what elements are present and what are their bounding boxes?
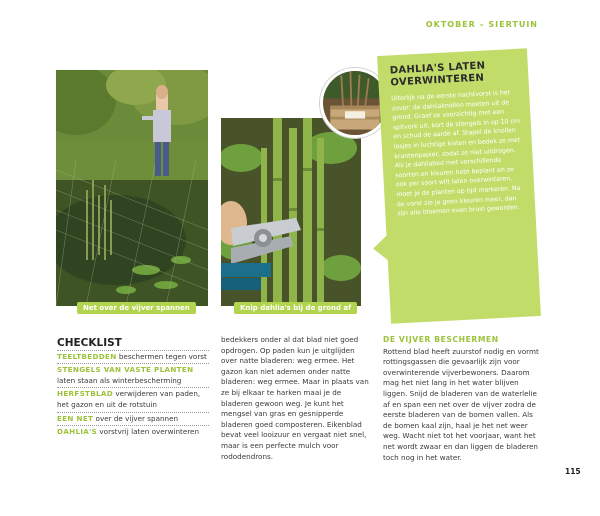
checklist-item bbox=[57, 387, 209, 411]
checklist-term: DAHLIA'S bbox=[57, 427, 98, 437]
callout-tail bbox=[372, 234, 389, 263]
checklist-text: beschermen tegen vorst bbox=[116, 351, 207, 361]
running-head: OKTOBER – SIERTUIN bbox=[425, 20, 538, 29]
callout-title-line1: DAHLIA'S LATEN bbox=[389, 60, 486, 77]
checklist-text: over de vijver spannen bbox=[93, 413, 179, 423]
callout-title-line2: OVERWINTEREN bbox=[390, 72, 485, 89]
callout-body: Uiterlijk na de eerste nachtvorst is het zover: de dahliaknollen moeten uit de grond. Graaf ze voorzichtig met een spitvork uit, kort de stengels in op 10 cm en schud de aarde af. Stapel de knollen losjes in luchtige kisten en bedek ze met krantenpapier, zodat ze niet uitdrogen. Als je dahliabed met verschillende soorten en kleuren hebt beplant en ze ook per soort wilt laten overwinteren, moet je de planten op tijd markeren. Na de vorst zie je geen kleuren meer, dan zijn alle bloemen even bruin geworden. bbox=[391, 89, 521, 218]
checklist-term: STENGELS VAN VASTE PLANTEN bbox=[57, 365, 194, 375]
caption-pond-net: Net over de vijver spannen bbox=[77, 302, 196, 314]
checklist-text: vorstvrij laten overwinteren bbox=[97, 427, 200, 437]
checklist-item bbox=[57, 363, 209, 387]
checklist-title: CHECKLIST bbox=[57, 337, 122, 349]
body-column-2: bedekkers onder al dat blad niet goed opdrogen. Op paden kun je uitglijden over natte bladeren: weg ermee. Het gazon kan niet ademen onder natte bladeren: weg ermee. Maar in plaats van ze bij elkaar te harken maai je de bladeren gewoon weg. Je kunt het mengsel van gras en gesnipperde bladeren goed composteren. Eikenblad bevat veel looizuur en vergaat niet snel, maar is een perfecte mulch voor rododendrons. bbox=[221, 335, 369, 461]
checklist-text: verwijderen van paden, het gazon en uit de rotstuin bbox=[57, 389, 201, 409]
callout-dahlias-overwintering bbox=[377, 48, 541, 323]
photo-pond-net bbox=[56, 70, 208, 306]
section-text-pond: Rottend blad heeft zuurstof nodig en vormt rottingsgassen die gevaarlijk zijn voor overwinterende vijverbewoners. Daarom mag het niet lang in het water blijven liggen. Snijd de bladeren van de waterlelie af en span een net over de vijver zodra de eerste bladeren van de bomen vallen. Als de bomen kaal zijn, haal je het net weer weg. Wacht niet tot het voorjaar, want het net wordt zwaar en dan liggen de bladeren toch nog in het water. bbox=[383, 346, 539, 462]
checklist-item bbox=[57, 425, 209, 439]
checklist-item bbox=[57, 412, 209, 426]
checklist-term: TEELTBEDDEN bbox=[57, 351, 117, 361]
checklist bbox=[57, 338, 209, 439]
checklist-item bbox=[57, 350, 209, 364]
callout-title bbox=[390, 59, 519, 90]
checklist-term: EEN NET bbox=[57, 413, 94, 423]
section-heading-pond: DE VIJVER BESCHERMEN bbox=[383, 335, 499, 344]
photo-pruning-dahlias bbox=[221, 118, 361, 306]
checklist-text: laten staan als winterbescherming bbox=[57, 375, 182, 385]
page-number: 115 bbox=[565, 467, 581, 476]
caption-pruning-dahlias: Knip dahlia's bij de grond af bbox=[234, 302, 357, 314]
body-column-3 bbox=[383, 335, 543, 463]
checklist-term: HERFSTBLAD bbox=[57, 389, 114, 399]
